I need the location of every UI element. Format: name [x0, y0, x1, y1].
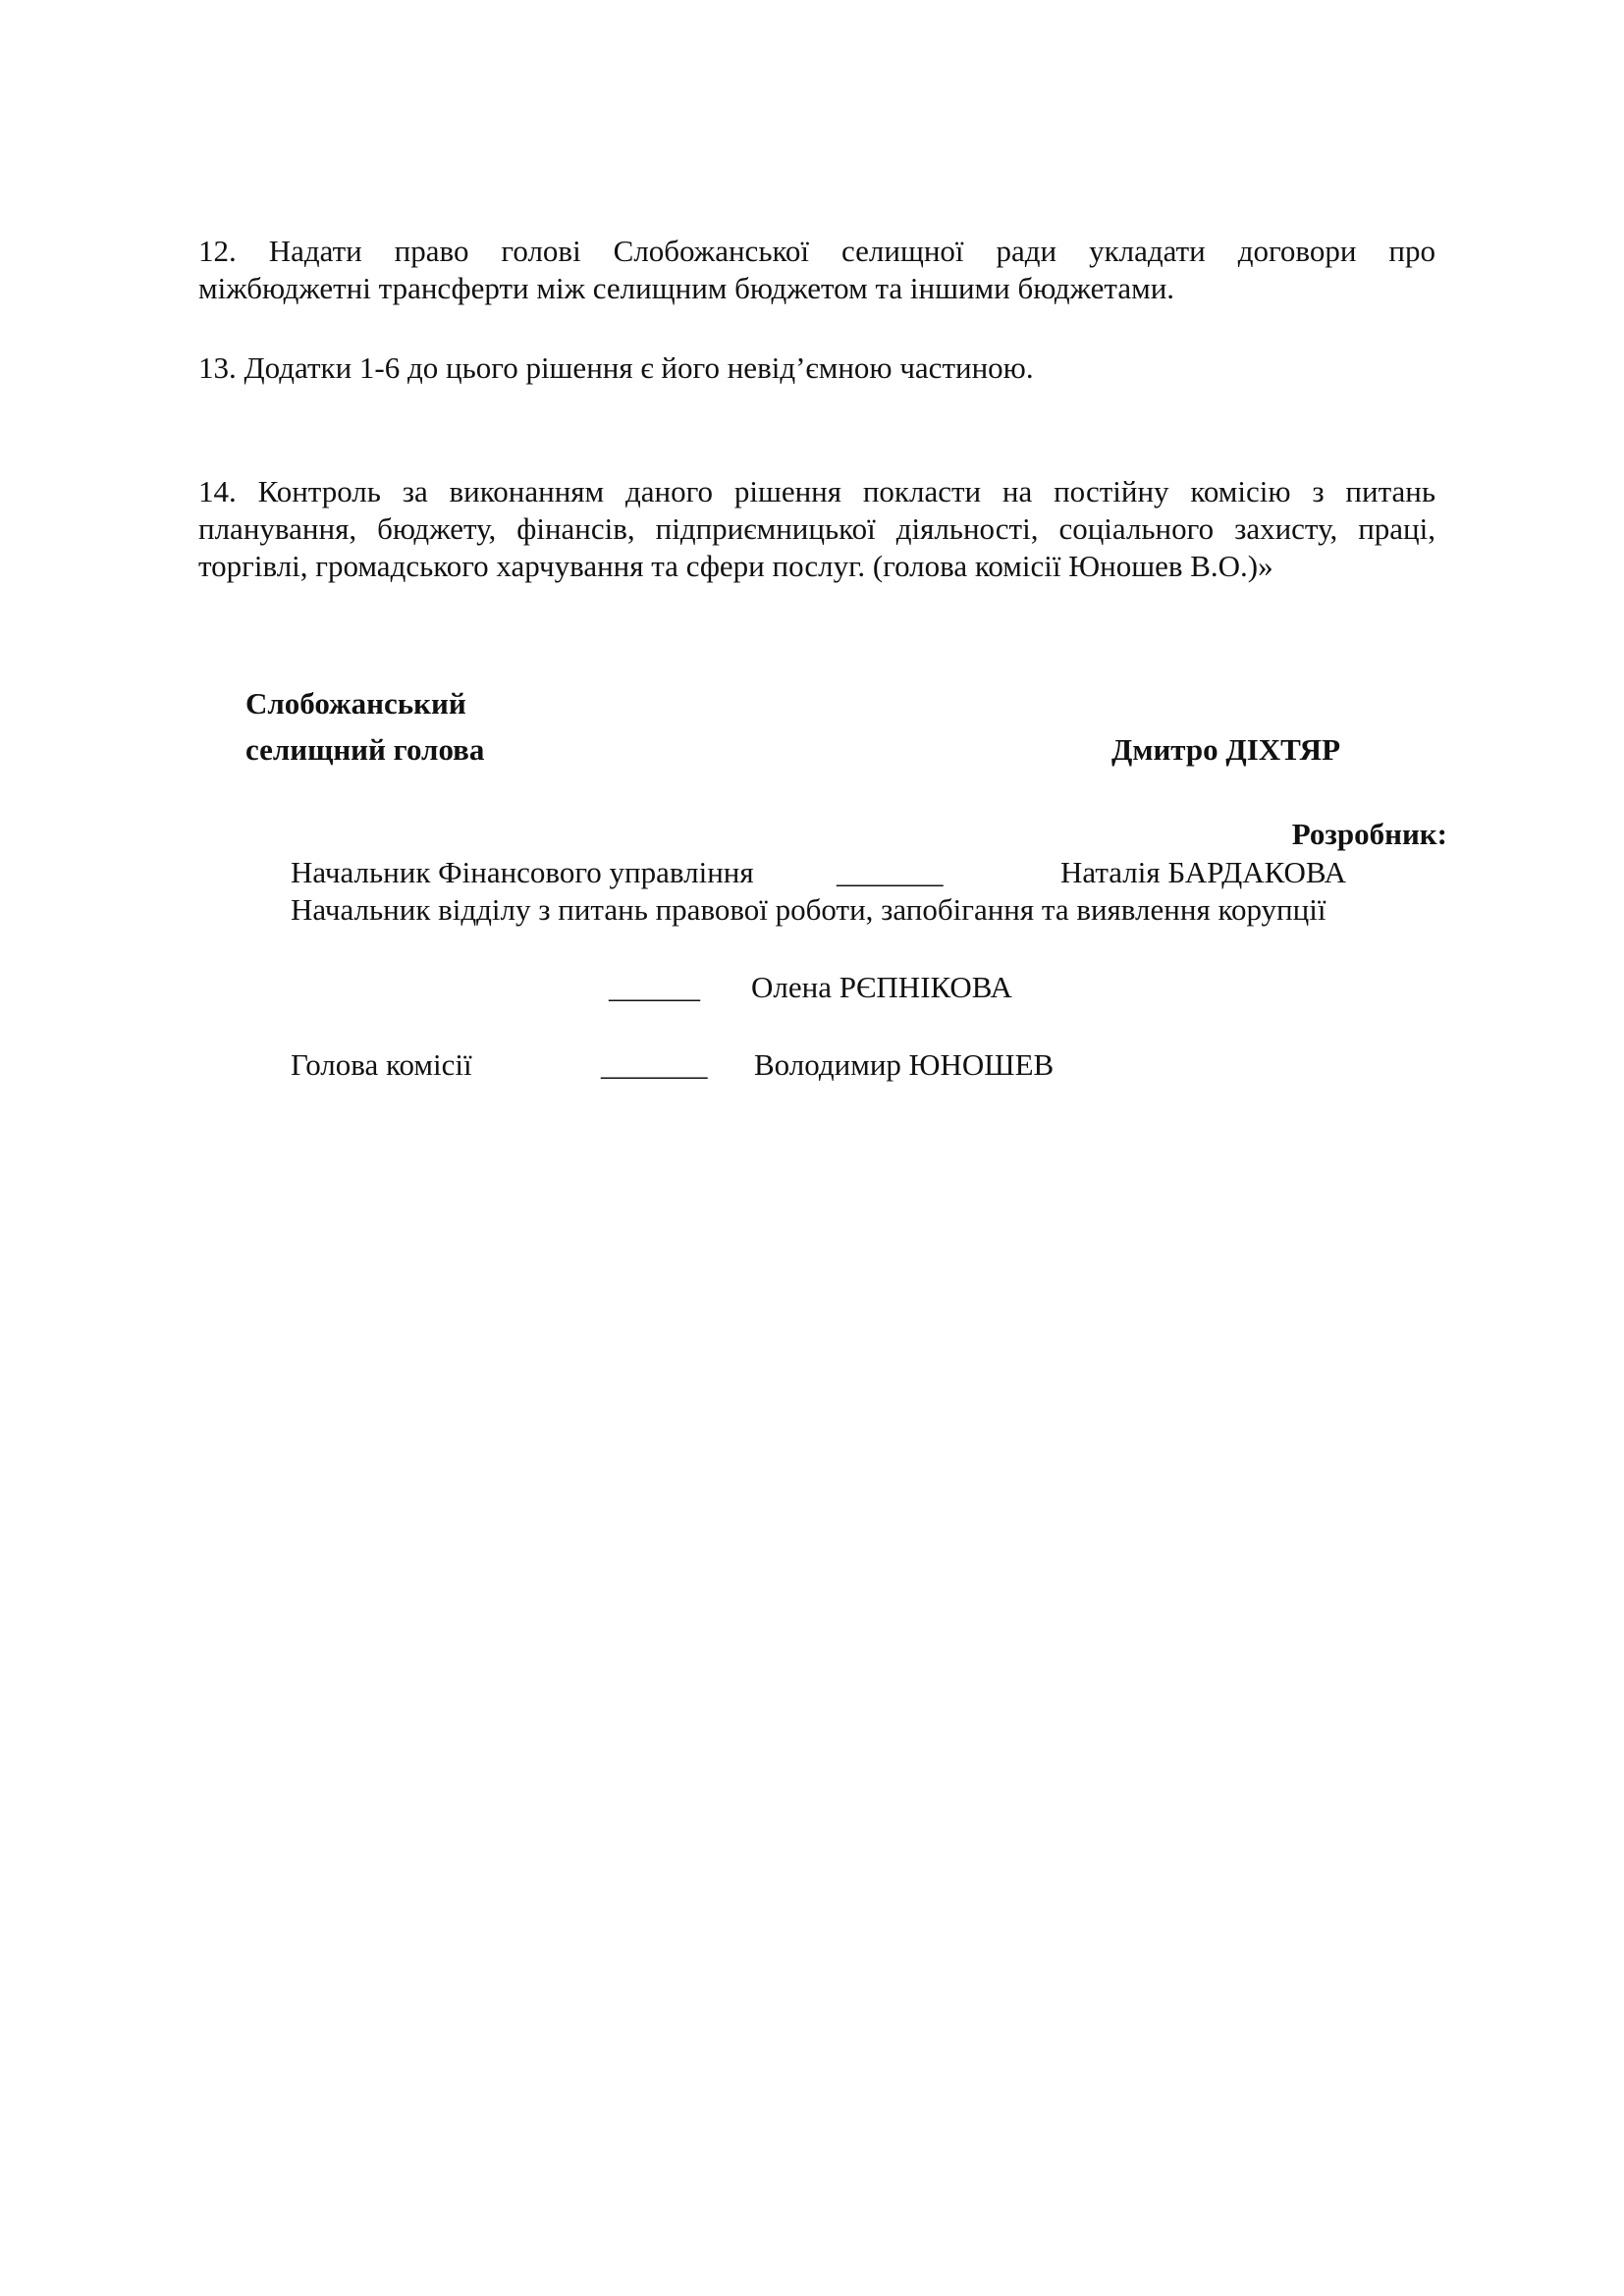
developer-label: Розробник:	[1291, 817, 1447, 851]
paragraph-14-line: торгівлі, громадського харчування та сфери послуг. (голова комісії Юношев В.О.)»	[198, 549, 1273, 583]
commission-head-name: Володимир ЮНОШЕВ	[754, 1047, 1055, 1082]
commission-signature-line: _______	[601, 1047, 708, 1082]
paragraph-12-line: 12. Надати право голові Слобожанської селищної ради укладати договори про	[198, 234, 1435, 268]
paragraph-13	[198, 349, 1435, 387]
paragraph-14-line: 14. Контроль за виконанням даного рішення покласти на постійну комісію з питань	[198, 474, 1435, 508]
finance-signature-line: _______	[837, 855, 944, 889]
paragraph-12-line: міжбюджетні трансферти між селищним бюджетом та іншими бюджетами.	[198, 271, 1175, 305]
legal-head-role: Начальник відділу з питань правової роботи, запобігання та виявлення корупції	[291, 892, 1326, 927]
paragraph-12	[198, 233, 1435, 307]
paragraph-14	[198, 473, 1435, 585]
legal-head-name: Олена РЄПНІКОВА	[751, 970, 1012, 1004]
head-title-line1: Слобожанський	[245, 686, 466, 721]
finance-head-role: Начальник Фінансового управління	[291, 855, 754, 889]
paragraph-14-line: планування, бюджету, фінансів, підприємницької діяльності, соціального захисту, праці,	[198, 511, 1435, 546]
commission-head-role: Голова комісії	[291, 1047, 472, 1082]
finance-head-name: Наталія БАРДАКОВА	[1060, 855, 1347, 889]
legal-signature-line: ______	[609, 970, 700, 1004]
head-title-line2: селищний голова	[245, 732, 485, 767]
paragraph-13-line: 13. Додатки 1-6 до цього рішення є його невід’ємною частиною.	[198, 350, 1034, 385]
head-name: Дмитро ДІХТЯР	[1111, 732, 1340, 767]
